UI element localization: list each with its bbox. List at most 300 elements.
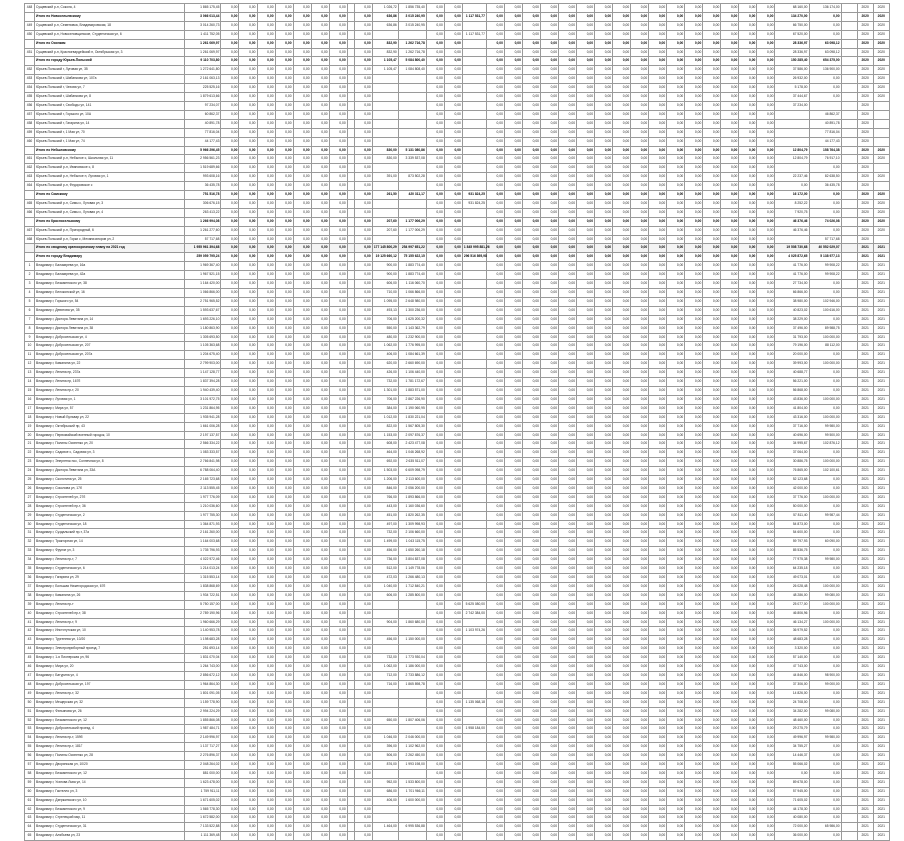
value-cell [462, 734, 486, 743]
value-cell: 0,00 [275, 627, 293, 636]
value-cell: 46 862,37 [809, 110, 841, 119]
value-cell: 0,00 [721, 449, 739, 458]
value-cell: 0,00 [703, 164, 721, 173]
value-cell: 0,00 [257, 778, 275, 787]
value-cell: 0,00 [757, 93, 775, 102]
value-cell: 0,00 [541, 654, 559, 663]
value-cell: 0,00 [444, 12, 462, 21]
value-cell: 0,00 [613, 574, 631, 583]
value-cell [347, 119, 354, 128]
value-cell: 0,00 [631, 529, 649, 538]
value-cell: 0,00 [631, 191, 649, 200]
value-cell: 0,00 [293, 39, 311, 48]
row-number-cell: 16 [25, 395, 35, 404]
value-cell: 0,00 [577, 39, 595, 48]
value-cell: 736,00 [372, 556, 398, 565]
value-cell: 1 040,00 [372, 582, 398, 591]
value-cell: 0,00 [613, 805, 631, 814]
value-cell: 0,00 [239, 689, 257, 698]
value-cell [347, 101, 354, 110]
value-cell [347, 707, 354, 716]
value-cell: 0,00 [721, 12, 739, 21]
table-row [25, 698, 890, 707]
value-cell: 0,00 [541, 75, 559, 84]
value-cell: 0,00 [577, 787, 595, 796]
address-cell: Юрьев-Польский р-н, Небылое с, Школьная ул, 11 [35, 155, 185, 164]
value-cell: 0,00 [577, 431, 595, 440]
value-cell: 0,00 [757, 66, 775, 75]
value-cell: 0,00 [486, 164, 504, 173]
year-cell: 2021 [873, 689, 889, 698]
value-cell: 46 376,46 [775, 217, 809, 226]
value-cell [841, 814, 857, 823]
value-cell: 0,00 [631, 378, 649, 387]
year-cell: 2021 [873, 511, 889, 520]
value-cell: 0,00 [522, 449, 540, 458]
row-number-cell: 53 [25, 725, 35, 734]
value-cell [347, 369, 354, 378]
year-cell: 2021 [857, 458, 873, 467]
value-cell: 0,00 [426, 476, 444, 485]
value-cell: 0,00 [541, 502, 559, 511]
value-cell: 0,00 [541, 4, 559, 13]
value-cell: 0,00 [221, 164, 239, 173]
value-cell: 0,00 [559, 280, 577, 289]
value-cell: 2 742 384,00 [462, 609, 486, 618]
value-cell: 0,00 [504, 342, 522, 351]
row-number-cell: 60 [25, 787, 35, 796]
value-cell: 0,00 [426, 769, 444, 778]
value-cell: 0,00 [426, 404, 444, 413]
value-cell: 0,00 [275, 297, 293, 306]
value-cell: 0,00 [631, 351, 649, 360]
value-cell [347, 342, 354, 351]
value-cell: 0,00 [522, 743, 540, 752]
address-cell: Владимир г, Большая Нижегородская ул, 67б [35, 582, 185, 591]
value-cell: 0,00 [257, 440, 275, 449]
value-cell [347, 386, 354, 395]
value-cell: 0,00 [329, 725, 347, 734]
value-cell: 0,00 [354, 253, 372, 262]
year-cell: 2020 [873, 146, 889, 155]
value-cell: 0,00 [667, 431, 685, 440]
year-cell: 2021 [857, 440, 873, 449]
value-cell: 99 908,22 [809, 262, 841, 271]
value-cell: 0,00 [775, 769, 809, 778]
value-cell: 0,00 [685, 556, 703, 565]
value-cell: 0,00 [577, 342, 595, 351]
year-cell: 2021 [857, 342, 873, 351]
value-cell: 0,00 [595, 556, 613, 565]
value-cell: 0,00 [311, 645, 329, 654]
address-cell: Владимир г, Горького ул, 54 [35, 297, 185, 306]
value-cell: 0,00 [631, 199, 649, 208]
year-cell: 2020 [857, 75, 873, 84]
value-cell: 0,00 [329, 716, 347, 725]
value-cell: 0,00 [522, 698, 540, 707]
value-cell: 0,00 [595, 21, 613, 30]
value-cell: 0,00 [444, 787, 462, 796]
value-cell: 0,00 [721, 271, 739, 280]
value-cell: 102 100,61 [809, 467, 841, 476]
value-cell: 0,00 [329, 832, 347, 841]
value-cell: 0,00 [721, 30, 739, 39]
value-cell: 0,00 [613, 386, 631, 395]
value-cell: 0,00 [426, 360, 444, 369]
value-cell: 0,00 [311, 743, 329, 752]
value-cell: 0,00 [703, 636, 721, 645]
value-cell: 0,00 [257, 725, 275, 734]
year-cell: 2021 [857, 297, 873, 306]
value-cell: 0,00 [613, 529, 631, 538]
value-cell [372, 832, 398, 841]
value-cell: 506,00 [372, 752, 398, 761]
value-cell: 0,00 [311, 217, 329, 226]
value-cell: 0,00 [444, 823, 462, 832]
value-cell: 0,00 [329, 146, 347, 155]
value-cell: 0,00 [739, 262, 757, 271]
value-cell: 0,00 [486, 769, 504, 778]
value-cell [347, 511, 354, 520]
year-cell: 2020 [857, 21, 873, 30]
year-cell: 2021 [857, 360, 873, 369]
value-cell: 0,00 [444, 743, 462, 752]
value-cell: 0,00 [667, 351, 685, 360]
value-cell [347, 734, 354, 743]
value-cell: 0,00 [577, 671, 595, 680]
value-cell [841, 698, 857, 707]
value-cell: 0,00 [311, 191, 329, 200]
value-cell: 0,00 [649, 378, 667, 387]
year-cell: 2020 [873, 199, 889, 208]
year-cell: 2021 [873, 547, 889, 556]
value-cell: 0,00 [613, 493, 631, 502]
value-cell: 0,00 [739, 404, 757, 413]
value-cell: 0,00 [486, 716, 504, 725]
value-cell: 0,00 [486, 671, 504, 680]
value-cell: 0,00 [522, 333, 540, 342]
value-cell [347, 663, 354, 672]
value-cell: 0,00 [559, 191, 577, 200]
value-cell: 40 891,78 [185, 119, 221, 128]
value-cell: 0,00 [541, 591, 559, 600]
value-cell: 0,00 [329, 698, 347, 707]
value-cell: 0,00 [275, 680, 293, 689]
value-cell: 0,00 [739, 449, 757, 458]
value-cell: 0,00 [631, 725, 649, 734]
value-cell: 0,00 [721, 796, 739, 805]
value-cell: 0,00 [757, 814, 775, 823]
value-cell [347, 315, 354, 324]
value-cell: 0,00 [354, 743, 372, 752]
value-cell: 0,00 [613, 4, 631, 13]
value-cell: 0,00 [703, 431, 721, 440]
value-cell [841, 66, 857, 75]
value-cell: 0,00 [649, 101, 667, 110]
value-cell: 0,00 [275, 502, 293, 511]
value-cell: 0,00 [649, 832, 667, 841]
value-cell: 0,00 [221, 493, 239, 502]
value-cell: 0,00 [809, 484, 841, 493]
value-cell: 0,00 [649, 645, 667, 654]
value-cell: 0,00 [444, 449, 462, 458]
value-cell: 0,00 [522, 511, 540, 520]
row-number-cell: 4 [25, 289, 35, 298]
address-cell: Итого по Небыловскому [35, 146, 185, 155]
value-cell: 0,00 [486, 146, 504, 155]
value-cell: 0,00 [275, 707, 293, 716]
value-cell: 0,00 [293, 57, 311, 66]
value-cell: 0,00 [444, 21, 462, 30]
value-cell: 0,00 [444, 565, 462, 574]
value-cell: 0,00 [293, 752, 311, 761]
value-cell: 0,00 [329, 796, 347, 805]
value-cell: 0,00 [311, 591, 329, 600]
value-cell: 0,00 [293, 315, 311, 324]
value-cell: 1 140 953,78 [185, 627, 221, 636]
value-cell [372, 689, 398, 698]
value-cell: 207,60 [372, 226, 398, 235]
value-cell: 0,00 [613, 146, 631, 155]
row-number-cell: 10 [25, 342, 35, 351]
table-row [25, 529, 890, 538]
value-cell: 0,00 [504, 75, 522, 84]
value-cell: 0,00 [293, 529, 311, 538]
value-cell: 0,00 [577, 698, 595, 707]
value-cell: 0,00 [354, 395, 372, 404]
value-cell [347, 467, 354, 476]
value-cell [347, 128, 354, 137]
subtotal-row [25, 217, 890, 226]
value-cell: 0,00 [426, 493, 444, 502]
value-cell: 0,00 [559, 413, 577, 422]
value-cell: 0,00 [631, 796, 649, 805]
value-cell: 0,00 [239, 155, 257, 164]
value-cell: 0,00 [293, 663, 311, 672]
value-cell: 0,00 [329, 467, 347, 476]
value-cell: 1 625 200,32 [398, 315, 426, 324]
value-cell: 0,00 [739, 342, 757, 351]
value-cell: 0,00 [504, 422, 522, 431]
value-cell: 0,00 [703, 467, 721, 476]
table-row [25, 796, 890, 805]
address-cell: Владимир г, Тургенева ул, 10/20 [35, 636, 185, 645]
value-cell: 0,00 [757, 493, 775, 502]
value-cell: 706,00 [372, 315, 398, 324]
value-cell: 89 988,75 [809, 324, 841, 333]
value-cell: 0,00 [239, 440, 257, 449]
value-cell: 0,00 [631, 431, 649, 440]
value-cell: 0,00 [613, 591, 631, 600]
value-cell: 43 836,00 [775, 395, 809, 404]
value-cell: 0,00 [329, 814, 347, 823]
value-cell: 0,00 [426, 778, 444, 787]
value-cell: 0,00 [329, 582, 347, 591]
value-cell: 0,00 [293, 306, 311, 315]
value-cell: 0,00 [426, 698, 444, 707]
value-cell: 0,00 [577, 734, 595, 743]
value-cell [841, 48, 857, 57]
value-cell: 0,00 [577, 636, 595, 645]
value-cell: 0,00 [757, 805, 775, 814]
value-cell: 0,00 [757, 146, 775, 155]
value-cell: 1 159 778,90 [185, 698, 221, 707]
value-cell: 1 820 262,35 [398, 511, 426, 520]
value-cell: 0,00 [311, 787, 329, 796]
year-cell: 2021 [873, 698, 889, 707]
value-cell [462, 351, 486, 360]
value-cell: 99 080,00 [809, 591, 841, 600]
value-cell [841, 164, 857, 173]
value-cell: 28 336,97 [775, 39, 809, 48]
table-row [25, 128, 890, 137]
value-cell: 0,00 [739, 75, 757, 84]
value-cell: 0,00 [809, 191, 841, 200]
year-cell: 2020 [857, 30, 873, 39]
address-cell: Владимир г, Дзержинского ул, 10 [35, 796, 185, 805]
value-cell: 0,00 [685, 698, 703, 707]
row-number-cell: 65 [25, 832, 35, 841]
table-row [25, 556, 890, 565]
value-cell: 0,00 [649, 182, 667, 191]
value-cell: 0,00 [809, 208, 841, 217]
value-cell: 0,00 [577, 565, 595, 574]
value-cell: 0,00 [613, 262, 631, 271]
row-number-cell: 29 [25, 511, 35, 520]
row-number-cell: 14 [25, 378, 35, 387]
value-cell: 72 000,00 [775, 823, 809, 832]
value-cell: 0,00 [631, 734, 649, 743]
value-cell [841, 413, 857, 422]
year-cell: 2021 [873, 333, 889, 342]
value-cell: 0,00 [444, 440, 462, 449]
value-cell: 44 177,43 [185, 137, 221, 146]
value-cell: 0,00 [293, 769, 311, 778]
value-cell: 0,00 [613, 600, 631, 609]
value-cell: 0,00 [559, 734, 577, 743]
value-cell: 0,00 [649, 75, 667, 84]
value-cell: 0,00 [522, 21, 540, 30]
value-cell: 0,00 [595, 422, 613, 431]
value-cell: 0,00 [293, 823, 311, 832]
value-cell: 0,00 [293, 422, 311, 431]
value-cell: 0,00 [221, 306, 239, 315]
year-cell: 2021 [873, 404, 889, 413]
value-cell: 40 823,02 [775, 306, 809, 315]
value-cell: 0,00 [757, 289, 775, 298]
value-cell: 832,90 [372, 48, 398, 57]
value-cell: 0,00 [444, 235, 462, 244]
value-cell [841, 805, 857, 814]
value-cell: 0,00 [757, 21, 775, 30]
value-cell: 0,00 [426, 351, 444, 360]
value-cell: 0,00 [739, 832, 757, 841]
value-cell: 64 235,18 [775, 565, 809, 574]
value-cell: 0,00 [311, 582, 329, 591]
table-row [25, 565, 890, 574]
value-cell: 0,00 [649, 395, 667, 404]
value-cell: 0,00 [329, 422, 347, 431]
address-cell: Владимир г, Ленина пр-т [35, 600, 185, 609]
value-cell: 0,00 [444, 128, 462, 137]
value-cell: 0,00 [739, 574, 757, 583]
value-cell: 0,00 [613, 769, 631, 778]
value-cell: 0,00 [329, 217, 347, 226]
year-cell: 2021 [873, 823, 889, 832]
value-cell: 9 110 703,80 [185, 57, 221, 66]
value-cell: 0,00 [444, 698, 462, 707]
value-cell: 1 661 006,28 [185, 422, 221, 431]
value-cell: 0,00 [595, 769, 613, 778]
value-cell: 0,00 [311, 609, 329, 618]
value-cell: 0,00 [221, 369, 239, 378]
value-cell: 0,00 [685, 493, 703, 502]
value-cell: 1 781 172,67 [398, 378, 426, 387]
value-cell: 0,00 [486, 484, 504, 493]
value-cell: 0,00 [293, 12, 311, 21]
value-cell: 0,00 [685, 502, 703, 511]
row-number-cell [25, 191, 35, 200]
value-cell: 0,00 [667, 476, 685, 485]
value-cell: 0,00 [221, 600, 239, 609]
value-cell: 0,00 [486, 208, 504, 217]
value-cell: 0,00 [721, 289, 739, 298]
value-cell: 0,00 [703, 369, 721, 378]
value-cell: 0,00 [522, 645, 540, 654]
value-cell: 0,00 [541, 66, 559, 75]
year-cell: 2020 [857, 93, 873, 102]
table-row [25, 582, 890, 591]
value-cell: 0,00 [757, 137, 775, 146]
value-cell: 0,00 [444, 832, 462, 841]
value-cell: 0,00 [757, 787, 775, 796]
value-cell: 0,00 [559, 84, 577, 93]
value-cell: 0,00 [354, 591, 372, 600]
value-cell: 1 111 369,48 [185, 832, 221, 841]
value-cell: 0,00 [293, 565, 311, 574]
value-cell: 0,00 [595, 582, 613, 591]
value-cell: 0,00 [595, 467, 613, 476]
value-cell: 0,00 [221, 743, 239, 752]
value-cell: 0,00 [426, 796, 444, 805]
value-cell: 0,00 [444, 244, 462, 253]
value-cell: 0,00 [739, 814, 757, 823]
value-cell: 0,00 [329, 627, 347, 636]
value-cell: 0,00 [685, 574, 703, 583]
row-number-cell: 466 [25, 208, 35, 217]
value-cell: 77 975,38 [775, 556, 809, 565]
address-cell: Владимир г, Безыменского ул, 12 [35, 769, 185, 778]
value-cell: 0,00 [541, 146, 559, 155]
table-row [25, 173, 890, 182]
value-cell: 0,00 [809, 351, 841, 360]
value-cell: 0,00 [703, 698, 721, 707]
address-cell: Владимир г, Гагарина ул, 29 [35, 574, 185, 583]
table-row [25, 155, 890, 164]
value-cell: 0,00 [444, 431, 462, 440]
value-cell: 0,00 [221, 280, 239, 289]
value-cell: 0,00 [667, 191, 685, 200]
value-cell [347, 440, 354, 449]
value-cell: 0,00 [504, 600, 522, 609]
value-cell: 0,00 [354, 440, 372, 449]
value-cell: 0,00 [577, 618, 595, 627]
value-cell: 0,00 [221, 253, 239, 262]
value-cell: 0,00 [311, 155, 329, 164]
value-cell: 0,00 [667, 101, 685, 110]
value-cell [347, 217, 354, 226]
value-cell: 0,00 [739, 306, 757, 315]
